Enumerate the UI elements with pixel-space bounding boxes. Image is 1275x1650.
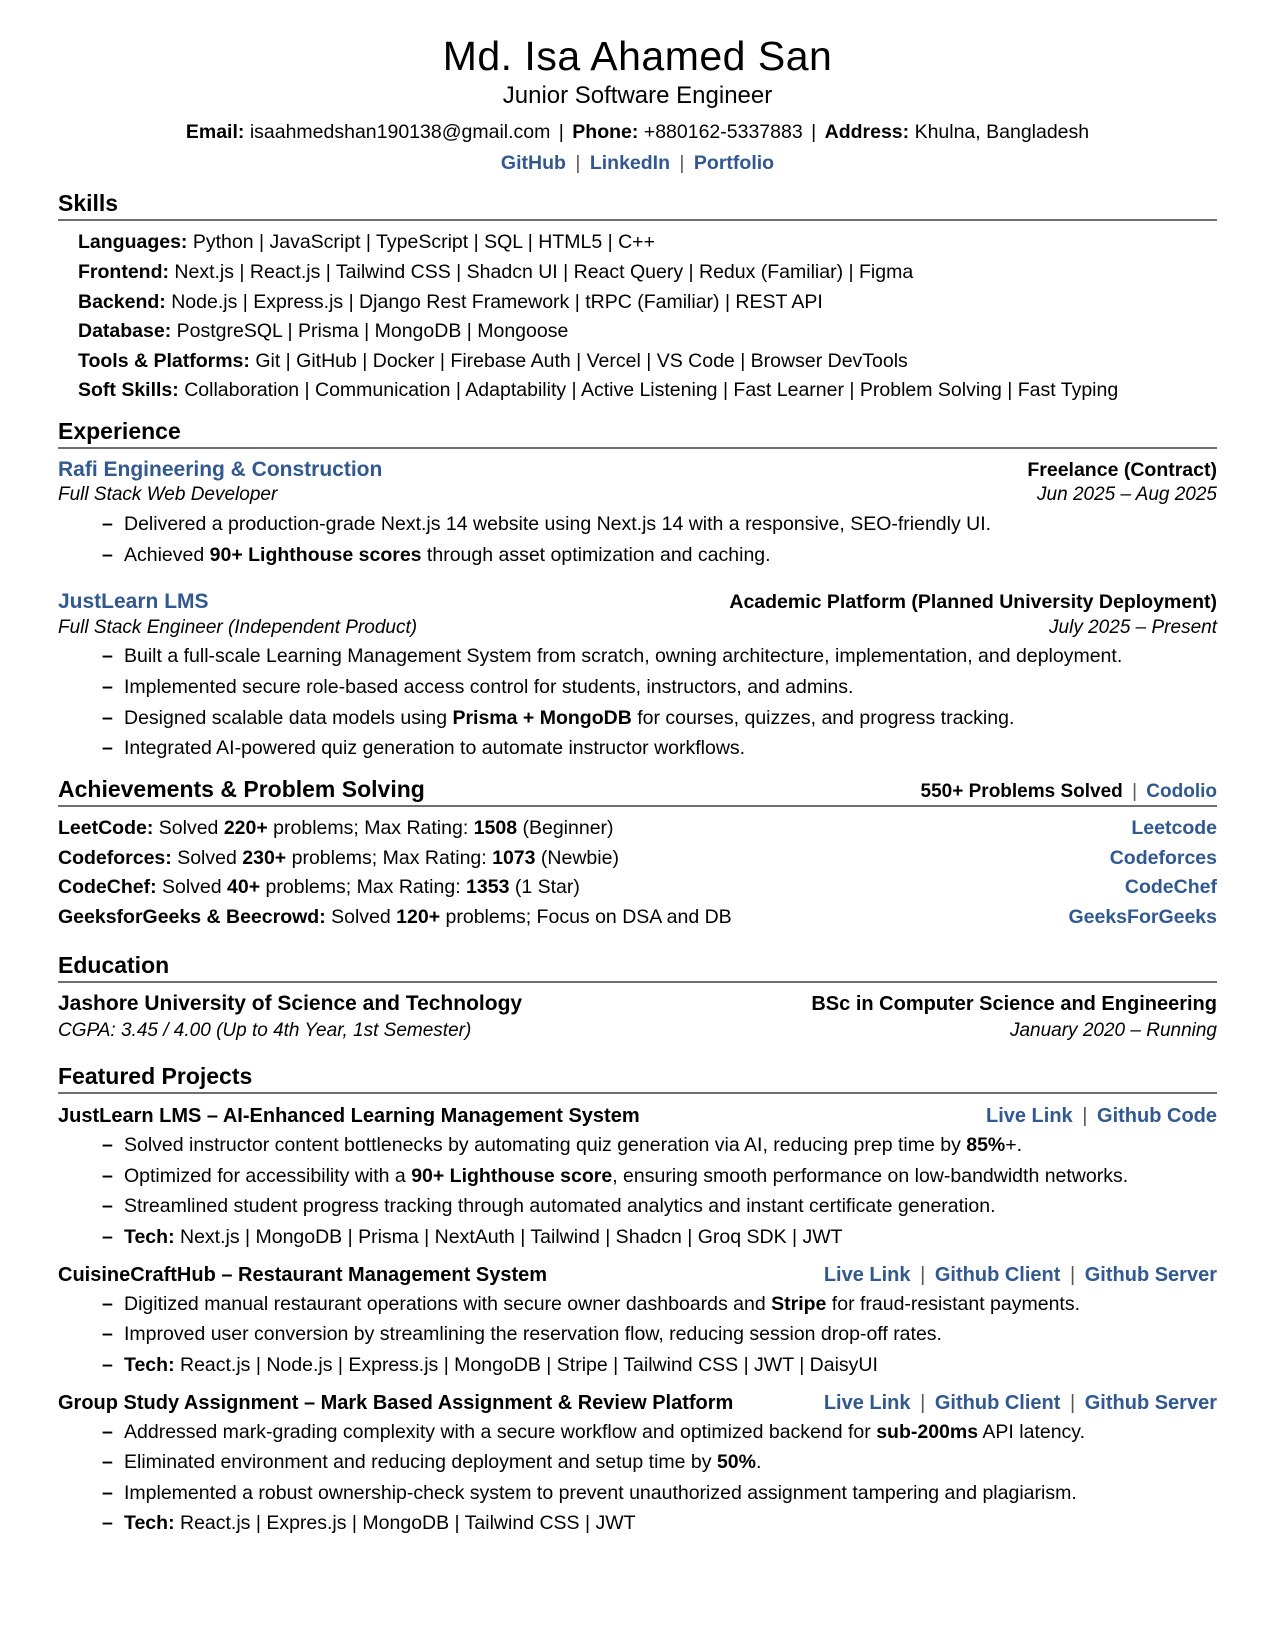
project-github-server-link[interactable]: Github Server <box>1084 1263 1217 1286</box>
contact-separator-1: | <box>558 120 564 143</box>
skill-value: Collaboration | Communication | Adaptability | Active Listening | Fast Learner | Problem Solving | Fast Typing <box>184 379 1119 402</box>
experience-entry <box>58 588 1217 764</box>
bullet-post: , ensuring smooth performance on low-bandwidth networks. <box>612 1164 1129 1187</box>
experience-date: Jun 2025 – Aug 2025 <box>1037 484 1217 506</box>
bullet-bold: Prisma + MongoDB <box>452 706 632 729</box>
bullet-bold: 50% <box>716 1451 756 1474</box>
achievement-mid2: problems; Max Rating: <box>267 816 474 839</box>
bullet-pre: Improved user conversion by streamlining the reservation flow, reducing session drop-off rates. <box>124 1323 942 1346</box>
bullet-pre: Eliminated environment and reducing deployment and setup time by <box>124 1451 717 1474</box>
bullet-pre: Achieved <box>124 543 210 566</box>
section-title-skills: Skills <box>58 190 119 217</box>
tech-value: React.js | Expres.js | MongoDB | Tailwind CSS | JWT <box>174 1512 636 1535</box>
tech-label: Tech: <box>124 1226 175 1249</box>
experience-bullets <box>58 510 1217 570</box>
tech-value: React.js | Node.js | Express.js | MongoDB | Stripe | Tailwind CSS | JWT | DaisyUI <box>174 1353 878 1376</box>
achievement-profile-link[interactable]: Leetcode <box>1131 816 1217 839</box>
bullet-item-tech <box>102 1351 1217 1381</box>
project-entry <box>58 1262 1217 1381</box>
experience-date: July 2025 – Present <box>1049 616 1217 638</box>
project-name: JustLearn LMS – AI-Enhanced Learning Management System <box>58 1105 640 1128</box>
section-title-education: Education <box>58 952 170 979</box>
bullet-item <box>102 673 1217 703</box>
address-value: Khulna, Bangladesh <box>914 120 1090 143</box>
experience-org[interactable]: JustLearn LMS <box>58 590 209 614</box>
bullet-post: for fraud-resistant payments. <box>826 1292 1080 1315</box>
bullet-item <box>102 1162 1217 1192</box>
header-links <box>58 150 1217 176</box>
bullet-pre: Implemented a robust ownership-check system to prevent unauthorized assignment tampering and plagiarism. <box>124 1481 1077 1504</box>
section-title-experience: Experience <box>58 418 181 445</box>
email-label: Email: <box>185 120 245 143</box>
experience-role: Full Stack Engineer (Independent Product) <box>58 616 418 638</box>
section-title-achievements: Achievements & Problem Solving <box>58 775 425 802</box>
achievement-tail: (Beginner) <box>517 816 614 839</box>
achievement-platform: GeeksforGeeks & Beecrowd: <box>58 905 326 928</box>
bullet-bold: sub-200ms <box>876 1420 979 1443</box>
achievements-summary <box>921 781 1217 803</box>
project-bullets <box>58 1131 1217 1253</box>
project-link-separator: | <box>1069 1263 1076 1286</box>
achievements-list <box>58 814 1217 933</box>
achievement-rating: 1508 <box>473 816 518 839</box>
achievement-tail: (Newbie) <box>535 846 619 869</box>
achievement-text <box>58 873 580 903</box>
experience-entry-subheader <box>58 616 1217 641</box>
bullet-item <box>102 1131 1217 1161</box>
section-heading-experience <box>58 418 1217 449</box>
achievement-mid2: problems; Max Rating: <box>286 846 493 869</box>
project-github-server-link[interactable]: Github Server <box>1084 1391 1217 1414</box>
section-title-projects: Featured Projects <box>58 1063 253 1090</box>
project-live-link[interactable]: Live Link <box>823 1391 911 1414</box>
entry-spacer <box>58 571 1217 579</box>
project-github-client-link[interactable]: Github Client <box>934 1391 1061 1414</box>
project-link-separator: | <box>920 1391 926 1414</box>
bullet-pre: Solved instructor content bottlenecks by automating quiz generation via AI, reducing prep time by <box>124 1134 967 1157</box>
link-separator-2: | <box>679 152 685 175</box>
skill-row <box>78 376 1217 406</box>
skill-value: Next.js | React.js | Tailwind CSS | Shadcn UI | React Query | Redux (Familiar) | Figma <box>174 260 914 283</box>
skill-value: Python | JavaScript | TypeScript | SQL | HTML5 | C++ <box>192 231 655 254</box>
education-degree: BSc in Computer Science and Engineering <box>811 993 1217 1016</box>
experience-entry-header <box>58 456 1217 483</box>
experience-type: Academic Platform (Planned University Deployment) <box>729 591 1217 614</box>
education-date: January 2020 – Running <box>1009 1020 1217 1042</box>
achievement-tail: (1 Star) <box>509 876 580 899</box>
phone-label: Phone: <box>572 120 639 143</box>
bullet-item <box>102 510 1217 540</box>
project-github-code-link[interactable]: Github Code <box>1097 1105 1217 1128</box>
experience-entry <box>58 456 1217 570</box>
resume-header <box>58 34 1217 176</box>
bullet-pre: Integrated AI-powered quiz generation to automate instructor workflows. <box>124 737 746 760</box>
section-heading-projects <box>58 1063 1217 1094</box>
project-header <box>58 1103 1217 1129</box>
bullet-post: API latency. <box>978 1420 1086 1443</box>
bullet-item <box>102 1448 1217 1478</box>
bullet-pre: Implemented secure role-based access control for students, instructors, and admins. <box>124 676 854 699</box>
portfolio-link[interactable]: Portfolio <box>693 152 775 175</box>
achievement-profile-link[interactable]: Codeforces <box>1109 846 1217 869</box>
project-links <box>986 1103 1217 1129</box>
achievement-mid1: Solved <box>325 905 397 928</box>
project-links <box>824 1390 1217 1416</box>
bullet-post: for courses, quizzes, and progress tracking. <box>631 706 1015 729</box>
bullet-pre: Built a full-scale Learning Management System from scratch, owning architecture, implementation, and deployment. <box>124 645 1123 668</box>
achievement-row <box>58 873 1217 903</box>
achievement-rating: 1073 <box>492 846 536 869</box>
education-entry-subheader <box>58 1018 1217 1043</box>
github-link[interactable]: GitHub <box>500 152 566 175</box>
project-links <box>824 1262 1217 1288</box>
achievement-count: 220+ <box>223 816 268 839</box>
skill-value: Git | GitHub | Docker | Firebase Auth | Vercel | VS Code | Browser DevTools <box>255 349 908 372</box>
project-bullets <box>58 1290 1217 1381</box>
bullet-bold: 90+ Lighthouse scores <box>209 543 422 566</box>
bullet-pre: Optimized for accessibility with a <box>124 1164 412 1187</box>
achievement-row <box>58 903 1217 933</box>
skill-category: Frontend: <box>78 260 169 283</box>
bullet-post: +. <box>1005 1134 1023 1157</box>
section-heading-education <box>58 952 1217 983</box>
achievement-mid1: Solved <box>171 846 243 869</box>
skill-category: Tools & Platforms: <box>78 349 250 372</box>
skill-category: Database: <box>78 320 172 343</box>
achievement-platform: LeetCode: <box>58 816 154 839</box>
achievement-count: 230+ <box>242 846 287 869</box>
achievement-platform: CodeChef: <box>58 876 157 899</box>
bullet-post: . <box>755 1451 762 1474</box>
skill-category: Soft Skills: <box>78 379 179 402</box>
skill-row <box>78 317 1217 347</box>
tech-label: Tech: <box>124 1353 175 1376</box>
project-link-separator: | <box>1082 1105 1088 1128</box>
skill-category: Languages: <box>78 231 188 254</box>
bullet-item <box>102 1479 1217 1509</box>
experience-type: Freelance (Contract) <box>1027 459 1217 482</box>
codolio-link[interactable]: Codolio <box>1146 780 1217 802</box>
bullet-item <box>102 1290 1217 1320</box>
project-name: Group Study Assignment – Mark Based Assignment & Review Platform <box>58 1391 734 1414</box>
project-entry <box>58 1390 1217 1540</box>
education-school: Jashore University of Science and Technology <box>58 992 523 1016</box>
skill-row <box>78 347 1217 377</box>
experience-org[interactable]: Rafi Engineering & Construction <box>58 458 383 482</box>
skill-category: Backend: <box>78 290 166 313</box>
bullet-item <box>102 1418 1217 1448</box>
tech-label: Tech: <box>124 1512 175 1535</box>
bullet-bold: Stripe <box>771 1292 827 1315</box>
skill-row <box>78 288 1217 318</box>
skill-row <box>78 258 1217 288</box>
project-entry <box>58 1103 1217 1253</box>
project-bullets <box>58 1418 1217 1540</box>
email-value: isaahmedshan190138@gmail.com <box>249 120 551 143</box>
achievement-text <box>58 844 619 874</box>
achievement-mid2: problems; Focus on DSA and DB <box>440 905 732 928</box>
section-heading-achievements <box>58 776 1217 807</box>
bullet-item <box>102 704 1217 734</box>
achievement-rating: 1353 <box>466 876 510 899</box>
project-header <box>58 1390 1217 1416</box>
candidate-title: Junior Software Engineer <box>502 81 773 109</box>
achievement-row <box>58 844 1217 874</box>
bullet-item-tech <box>102 1223 1217 1253</box>
project-live-link[interactable]: Live Link <box>985 1105 1073 1128</box>
bullet-pre: Delivered a production-grade Next.js 14 website using Next.js 14 with a responsive, SEO-friendly UI. <box>124 513 992 536</box>
tech-value: Next.js | MongoDB | Prisma | NextAuth | Tailwind | Shadcn | Groq SDK | JWT <box>174 1226 843 1249</box>
bullet-item <box>102 1320 1217 1350</box>
address-label: Address: <box>824 120 910 143</box>
achievement-mid2: problems; Max Rating: <box>260 876 467 899</box>
achievement-mid1: Solved <box>153 816 224 839</box>
section-spacer <box>58 932 1217 940</box>
bullet-pre: Addressed mark-grading complexity with a secure workflow and optimized backend for <box>124 1420 877 1443</box>
achievement-count: 40+ <box>227 876 261 899</box>
skills-list <box>58 228 1217 406</box>
experience-bullets <box>58 642 1217 764</box>
bullet-bold: 90+ Lighthouse score <box>411 1164 613 1187</box>
contact-line <box>58 119 1217 145</box>
bullet-item <box>102 642 1217 672</box>
project-live-link[interactable]: Live Link <box>823 1263 911 1286</box>
bullet-post: through asset optimization and caching. <box>421 543 771 566</box>
achievement-count: 120+ <box>396 905 441 928</box>
bullet-pre: Designed scalable data models using <box>124 706 453 729</box>
bullet-pre: Digitized manual restaurant operations with secure owner dashboards and <box>124 1292 772 1315</box>
education-entry-header <box>58 990 1217 1018</box>
achievement-text <box>58 903 732 933</box>
achievement-row <box>58 814 1217 844</box>
problems-solved-count: 550+ Problems Solved <box>920 780 1123 802</box>
phone-value: +880162-5337883 <box>643 120 803 143</box>
bullet-item <box>102 541 1217 571</box>
experience-entry-header <box>58 588 1217 615</box>
contact-separator-2: | <box>811 120 817 143</box>
achievement-profile-link[interactable]: CodeChef <box>1124 876 1217 899</box>
bullet-item-tech <box>102 1509 1217 1539</box>
bullet-pre: Streamlined student progress tracking through automated analytics and instant certificate generation. <box>124 1195 996 1218</box>
project-link-separator: | <box>920 1263 926 1286</box>
skill-value: PostgreSQL | Prisma | MongoDB | Mongoose <box>176 320 569 343</box>
bullet-item <box>102 1192 1217 1222</box>
project-github-client-link[interactable]: Github Client <box>934 1263 1061 1286</box>
education-cgpa: CGPA: 3.45 / 4.00 (Up to 4th Year, 1st Semester) <box>58 1020 472 1042</box>
experience-role: Full Stack Web Developer <box>58 484 278 506</box>
project-name: CuisineCraftHub – Restaurant Management System <box>58 1263 548 1286</box>
achievement-platform: Codeforces: <box>58 846 172 869</box>
linkedin-link[interactable]: LinkedIn <box>589 152 670 175</box>
bullet-item <box>102 734 1217 764</box>
section-spacer <box>58 1043 1217 1051</box>
achievement-text <box>58 814 614 844</box>
skill-value: Node.js | Express.js | Django Rest Framework | tRPC (Familiar) | REST API <box>171 290 823 313</box>
project-header <box>58 1262 1217 1288</box>
skill-row <box>78 228 1217 258</box>
summary-separator: | <box>1132 780 1138 802</box>
education-entry <box>58 990 1217 1043</box>
section-heading-skills <box>58 190 1217 221</box>
achievement-mid1: Solved <box>156 876 228 899</box>
bullet-bold: 85% <box>966 1134 1006 1157</box>
project-link-separator: | <box>1069 1391 1076 1414</box>
candidate-name: Md. Isa Ahamed San <box>442 33 833 79</box>
link-separator-1: | <box>575 152 581 175</box>
experience-entry-subheader <box>58 483 1217 508</box>
achievement-profile-link[interactable]: GeeksForGeeks <box>1068 905 1217 928</box>
